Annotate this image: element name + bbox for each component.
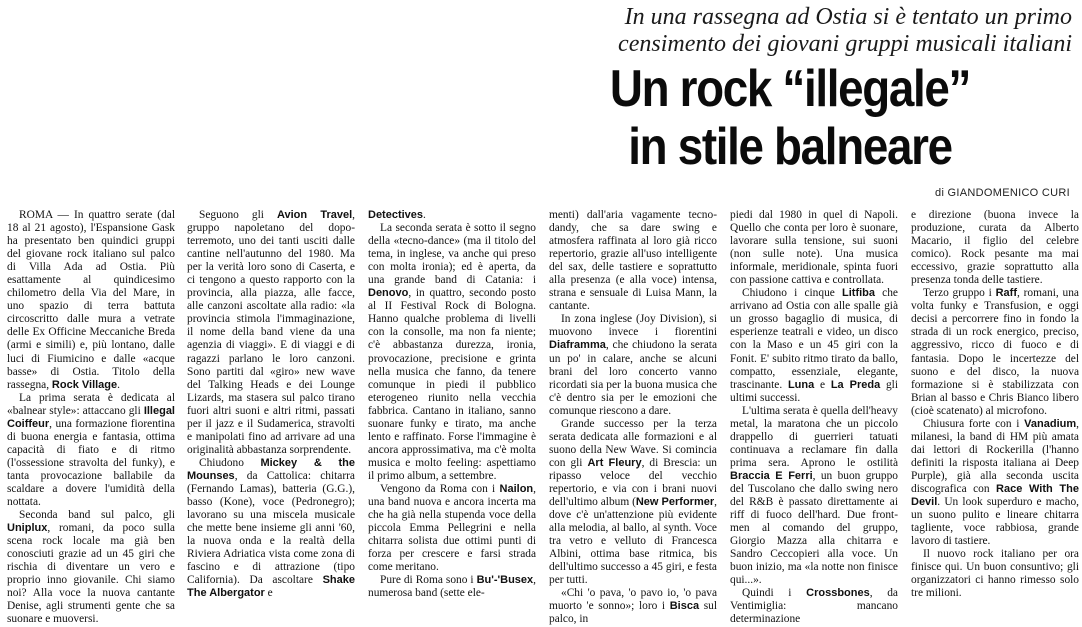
band-name: Crossbones: [806, 587, 870, 600]
paragraph-text: Pure di Roma sono i: [380, 574, 477, 587]
band-name: Uniplux: [7, 522, 48, 535]
paragraph-text: , una band nuova e ancora incerta ma che ha già nella stupenda voce della piccola Emma Pellegrini e nella chitarra solista due ottimi punti di forza per crescere e farsi strada come meritano.: [368, 482, 536, 574]
paragraph-text: L'ultima serata è quella dell'heavy metal, la maratona che un piccolo drappello di guerrieri tatuati continuava a reclamare fin dalla prima sera. Aprono le ostilità: [730, 404, 898, 469]
band-name: Illegal Coiffeur: [7, 404, 175, 430]
kicker-subtitle: In una rassegna ad Ostia si è tentato un primo censimento dei giovani gruppi musicali italiani: [618, 4, 1072, 57]
article-column-4: [549, 209, 717, 626]
paragraph-text: «Chi 'o pava, 'o pavo io, 'o pava muorto 'e sonno»; loro i: [549, 587, 717, 613]
paragraph-text: e direzione (buona invece la produzione, curata da Alberto Macario, il figlio del celebre comico). Rock pesante ma mai eccessivo, grazie soprattutto alla presenza tonda delle tastiere.: [911, 209, 1079, 287]
article-column-6: [911, 209, 1079, 600]
article-paragraph: [730, 209, 898, 287]
paragraph-text: Seguono gli: [199, 209, 277, 221]
paragraph-text: , da Ventimiglia: mancano determinazione: [730, 587, 898, 626]
article-paragraph: [730, 287, 898, 404]
paragraph-text: In zona inglese (Joy Division), si muovono invece i fiorentini: [549, 313, 717, 339]
paragraph-text: menti) dall'aria vagamente tecno-dandy, che sa dare swing e atmosfera raffinata al loro già ricco repertorio, grazie all'uso intelligente del sax, delle tastiere e soprattutto alla presenza (e alla voce) intensa, strana e sensuale di Luisa Mann, la cantante.: [549, 209, 717, 313]
article-paragraph: [549, 418, 717, 588]
article-column-2: [187, 209, 355, 600]
paragraph-text: . Un look superduro e macho, un suono pulito e lineare chitarra tagliente, voce rabbiosa, grande lavoro di tastiere.: [911, 496, 1079, 548]
paragraph-text: Chiudono i cinque: [742, 287, 842, 300]
article-paragraph: [368, 209, 536, 222]
band-name: Vanadium: [1024, 417, 1077, 430]
paragraph-text: , in quattro, secondo posto al II Festival Rock di Bologna. Hanno qualche problema di livelli con la consolle, ma non fa niente; c'è abbastanza durezza, ironia, provocazione, precisione e grinta nella musica che fanno, da tenere comunque in piedi il pubblico eterogeneo riunito nella vecchia fabbrica. Cantano in italiano, sanno suonare funky e tirato, ma anche lento e raffinato. Forse l'immagine è ancora approssimativa, ma c'è molta musica e molto feeling: aspettiamo il primo album, a settembre.: [368, 287, 536, 482]
article-body: [7, 209, 1079, 626]
article-paragraph: [911, 287, 1079, 417]
band-name: Mickey & the Mounses: [187, 456, 355, 482]
band-name: Avion Travel: [276, 209, 353, 221]
article-column-3: [368, 209, 536, 600]
band-name: Race With The Devil: [911, 482, 1079, 509]
article-paragraph: [7, 209, 175, 392]
article-paragraph: [7, 509, 175, 626]
paragraph-text: gli ultimi successi.: [730, 378, 899, 404]
band-name: Rock Village: [51, 378, 118, 391]
band-name: Nailon: [499, 482, 534, 495]
paragraph-text: .: [423, 209, 426, 221]
article-paragraph: [187, 209, 355, 457]
article-column-5: [730, 209, 899, 626]
article-paragraph: [368, 574, 536, 600]
band-name: Denovo: [368, 287, 409, 300]
paragraph-text: , una formazione fiorentina di buona energia e fantasia, ottima capacità di fiato e di ritmo (l'ossessione stravolta del funky), e tanta provocazione ballabile da scaldare a dovere l'umidità della nottata.: [7, 417, 175, 509]
paragraph-text: , dove c'è un'attenzione più evidente alla melodia, al ballo, al synth. Voce tra vetro e velluto di Francesca Albini, ottima base ritmica, bis dell'ultimo successo a 45 giri, e festa per tutti.: [549, 496, 717, 587]
paragraph-text: e: [264, 587, 273, 600]
band-name: Bisca: [669, 600, 700, 613]
article-paragraph: [911, 209, 1079, 287]
article-paragraph: [187, 457, 355, 601]
article-paragraph: [368, 483, 536, 574]
paragraph-text: piedi dal 1980 in quel di Napoli. Quello che conta per loro è suonare, lavorare sulla tensione, sui suoni (non sulle note). Una musica informale, meridionale, spinta fuori con passione cattiva e controllata.: [730, 209, 898, 287]
paragraph-text: Vengono da Roma con i: [380, 482, 500, 495]
paragraph-text: .: [117, 378, 120, 391]
band-name: Bu'-'Busex: [476, 574, 534, 587]
paragraph-text: Chiudono: [199, 456, 261, 469]
article-paragraph: [549, 209, 717, 313]
band-name: Diaframma: [549, 339, 606, 352]
paragraph-text: , che chiudono la serata un po' in calare, anche se alcuni brani del loro concerto vanno ricordati sia per la buona musica che c'è dentro sia per le emozioni che comunque riescono a dare.: [549, 339, 717, 417]
article-paragraph: [730, 405, 898, 588]
band-name: Detectives: [368, 209, 424, 221]
paragraph-text: , un buon gruppo del Tuscolano che dallo swing nero del R&B è passato direttamente ai riff di fuoco dell'hard. Due front-men al comando del gruppo, Giorgio Mazza alla chitarra e Sandro Ceccopieri alla voce. Un buon inizio, ma «la notte non finisce qui...».: [730, 469, 898, 587]
article-paragraph: [368, 222, 536, 483]
band-name: La Preda: [830, 378, 881, 391]
byline: di GIANDOMENICO CURI: [935, 187, 1070, 199]
paragraph-text: ROMA — In quattro serate (dal 18 al 21 agosto), l'Espansione Gask ha presentato ben quindici gruppi del giovane rock italiano sul palco di Villa Ada ad Ostia. Più esattamente al quindicesimo chilometro della Via del Mare, in uno spazio di terra battuta circoscritto dalle mura a vetrate delle Ex Officine Meccaniche Breda (armi e simili) e, più lontano, dalle luci di Fiumicino e dalle «acque basse» di Ostia. Titolo della rassegna,: [7, 209, 175, 391]
band-name: Luna: [787, 378, 815, 391]
paragraph-text: Il nuovo rock italiano per ora finisce qui. Un buon consuntivo; gli organizzatori ci hanno rimesso solo tre milioni.: [911, 548, 1079, 600]
paragraph-text: , romani, da poco sulla scena rock locale ma già ben conosciuti grazie ad un 45 giri che rischia di diventare un vero e proprio inno giovanile. Chi siamo noi? Alla voce la nuova cantante Denise, agli strumenti gente che sa suonare e muoversi.: [7, 522, 175, 626]
paragraph-text: , romani, una volta funky e Transfusion, e oggi decisi a percorrere fino in fondo la strada di un rock energico, preciso, aggressivo, ricco di fuoco e di fantasia. Dopo le incertezze del suono e del disco, la nuova formazione si è stabilizzata con Brian al basso e Chris Bianco libero (cioè scatenato) al microfono.: [911, 287, 1079, 417]
paragraph-text: Grande successo per la terza serata dedicata alle formazioni e al suono della New Wave. Si comincia con gli: [549, 417, 717, 469]
paragraph-text: La prima serata è dedicata al «balnear style»: attaccano gli: [7, 391, 175, 417]
headline-line-2: in stile balneare: [628, 118, 952, 176]
paragraph-text: , numerosa band (sette ele-: [368, 574, 536, 600]
paragraph-text: sul palco, in: [549, 600, 717, 626]
article-paragraph: [549, 587, 717, 626]
band-name: Raff: [995, 287, 1017, 300]
band-name: Braccia E Ferri: [730, 469, 813, 482]
paragraph-text: e: [814, 378, 831, 391]
paragraph-text: , milanesi, la band di HM più amata dai lettori di Rockerilla (l'hanno definiti la risposta italiana ai Deep Purple), già alla seconda uscita discografica con: [911, 417, 1079, 495]
paragraph-text: , da Cattolica: chitarra (Fernando Lamas), batteria (G.G.), basso (Kone), voce (Pedronegro); lavorano su una miscela musicale che mette bene insieme gli anni '60, la nuova onda e la realtà della Riviera Adriatica vista come zona di fascino e di attrazione (tipo California). Da ascoltare: [187, 469, 355, 587]
band-name: New Performer: [635, 496, 715, 509]
paragraph-text: , di Brescia: un ripasso veloce del vecchio repertorio, e via con i brani nuovi dell'ultimo album (: [549, 456, 717, 509]
article-paragraph: [7, 392, 175, 509]
article-paragraph: [730, 587, 898, 626]
paragraph-text: che arrivano ad Ostia con alle spalle già un grosso bagaglio di musica, di esperienze teatrali e video, un disco con la Maso e un 45 giri con la Fonit. E' subito ritmo tirato da ballo, compatto, essenziale, elegante, trascinante.: [730, 287, 898, 391]
paragraph-text: Seconda band sul palco, gli: [19, 509, 175, 522]
band-name: Shake The Albergator: [187, 574, 355, 600]
paragraph-text: , gruppo napoletano del dopo-terremoto, uno dei tanti usciti dalle cantine nell'autunno del 1980. Ma per la verità loro sono di Caserta, e ci tengono a questo rapporto con la provincia, alla piazza, alle facce, alle canzoni ascoltate alla radio: «la provincia stimola l'immaginazione, il nome della band viene da una agenzia di viaggi». E di viaggi e di ragazzi parlano le loro canzoni. Sono partiti dal «giro» new wave del Talking Heads e dei Lounge Lizards, ma stasera sul palco tirano fuori altri suoni e altri ritmi, passati per il jazz e il Sudamerica, stravolti e manipolati fino ad arrivare ad una originalità abbastanza sorprendente.: [187, 209, 355, 456]
paragraph-text: Terzo gruppo i: [923, 287, 996, 300]
article-paragraph: [911, 548, 1079, 600]
headline-line-1: Un rock “illegale”: [609, 60, 971, 118]
article-column-1: [7, 209, 175, 626]
band-name: Litfiba: [842, 287, 875, 300]
article-paragraph: [549, 313, 717, 417]
band-name: Art Fleury: [587, 456, 642, 469]
paragraph-text: Quindi i: [742, 587, 807, 600]
article-paragraph: [911, 418, 1079, 548]
paragraph-text: La seconda serata è sotto il segno della «tecno-dance» (ma il titolo del tema, in inglese, va anche qui preso con molta ironia); ed è aperta, da una grande band di Catania: i: [368, 222, 536, 287]
headline: [535, 60, 1045, 176]
paragraph-text: Chiusura forte con i: [923, 417, 1025, 430]
